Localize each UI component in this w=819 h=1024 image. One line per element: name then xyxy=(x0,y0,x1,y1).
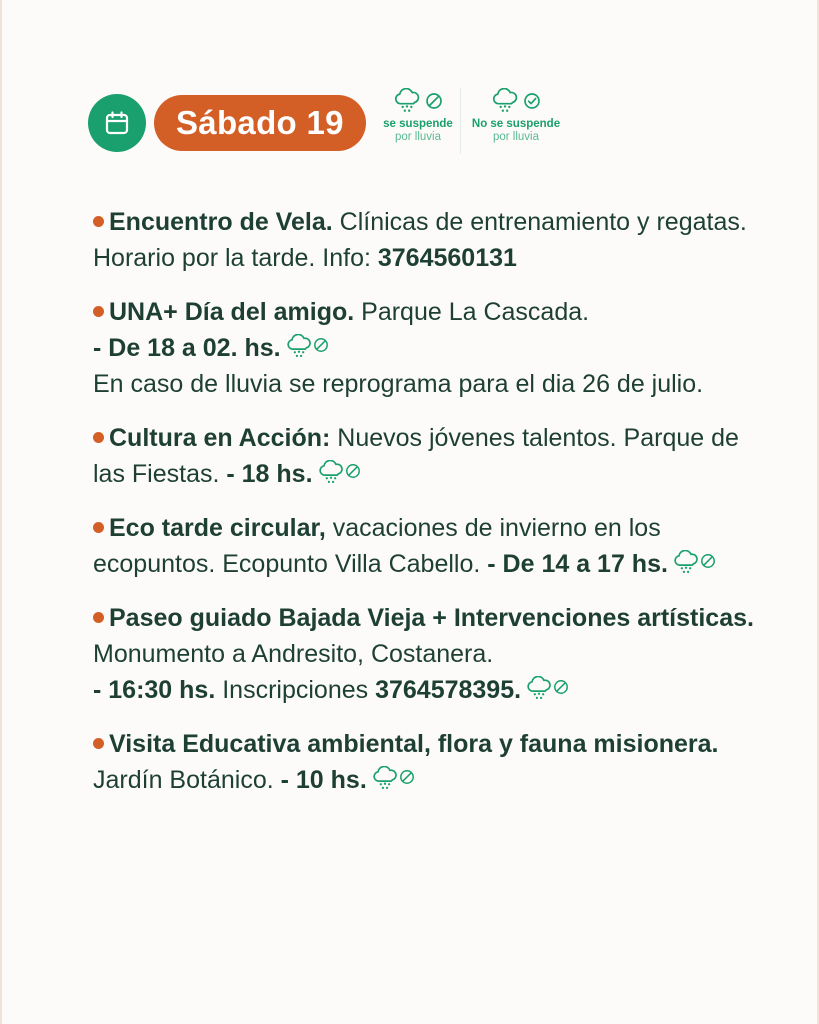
event-description: Clínicas de entrenamiento y regatas. Horario por la tarde. Info: xyxy=(93,208,747,272)
legend-suspended-subtitle: por lluvia xyxy=(394,131,442,143)
legend-not-suspended xyxy=(468,86,564,143)
legend-not-suspended-subtitle: por lluvia xyxy=(492,131,540,143)
event-item xyxy=(93,726,773,798)
rain-cloud-icon xyxy=(491,88,519,114)
event-time: - 18 hs. xyxy=(226,460,313,488)
legend-suspended xyxy=(378,86,458,143)
event-description: Parque La Cascada. xyxy=(354,298,590,326)
calendar-icon xyxy=(104,110,130,136)
bullet-dot xyxy=(93,306,104,317)
event-description: Jardín Botánico. xyxy=(93,766,281,794)
event-title: Visita Educativa ambiental, flora y fauna misionera. xyxy=(109,730,719,758)
event-description: Monumento a Andresito, Costanera. xyxy=(93,640,494,668)
rain-suspended-icon xyxy=(285,333,329,359)
rain-cloud-icon xyxy=(393,88,421,114)
event-description-2: Inscripciones xyxy=(215,676,376,704)
event-time: - 16:30 hs. xyxy=(93,676,216,704)
bullet-dot xyxy=(93,522,104,533)
bullet-dot xyxy=(93,612,104,623)
event-note: En caso de lluvia se reprograma para el dia 26 de julio. xyxy=(93,370,704,398)
event-time: - De 18 a 02. hs. xyxy=(93,334,281,362)
day-title: Sábado 19 xyxy=(154,95,366,151)
rain-suspended-icon xyxy=(525,675,569,701)
event-time: - 10 hs. xyxy=(280,766,367,794)
event-list xyxy=(93,204,773,816)
day-header xyxy=(88,88,366,158)
event-title: UNA+ Día del amigo. xyxy=(109,298,355,326)
event-item xyxy=(93,510,773,582)
event-title: Cultura en Acción: xyxy=(109,424,331,452)
event-title: Eco tarde circular, xyxy=(109,514,326,542)
bullet-dot xyxy=(93,432,104,443)
calendar-badge xyxy=(88,94,146,152)
bullet-dot xyxy=(93,216,104,227)
event-time: - De 14 a 17 hs. xyxy=(487,550,668,578)
check-icon xyxy=(523,92,541,110)
legend-not-suspended-title: No se suspende xyxy=(471,118,561,130)
event-phone: 3764578395. xyxy=(375,676,522,704)
event-description: Nuevos jóvenes talentos. Parque de las Fiestas. xyxy=(93,424,739,488)
legend-divider xyxy=(460,88,461,154)
legend-suspended-title: se suspende xyxy=(383,118,453,130)
event-item xyxy=(93,204,773,276)
cancel-icon xyxy=(425,92,443,110)
event-item xyxy=(93,420,773,492)
rain-suspended-icon xyxy=(317,459,361,485)
rain-suspended-icon xyxy=(371,765,415,791)
event-item xyxy=(93,600,773,708)
event-phone: 3764560131 xyxy=(377,244,517,272)
event-item xyxy=(93,294,773,402)
rain-suspended-icon xyxy=(672,549,716,575)
bullet-dot xyxy=(93,738,104,749)
event-title: Encuentro de Vela. xyxy=(109,208,333,236)
event-description: vacaciones de invierno en los ecopuntos. Ecopunto Villa Cabello. xyxy=(93,514,661,578)
event-title: Paseo guiado Bajada Vieja + Intervenciones artísticas. xyxy=(109,604,754,632)
